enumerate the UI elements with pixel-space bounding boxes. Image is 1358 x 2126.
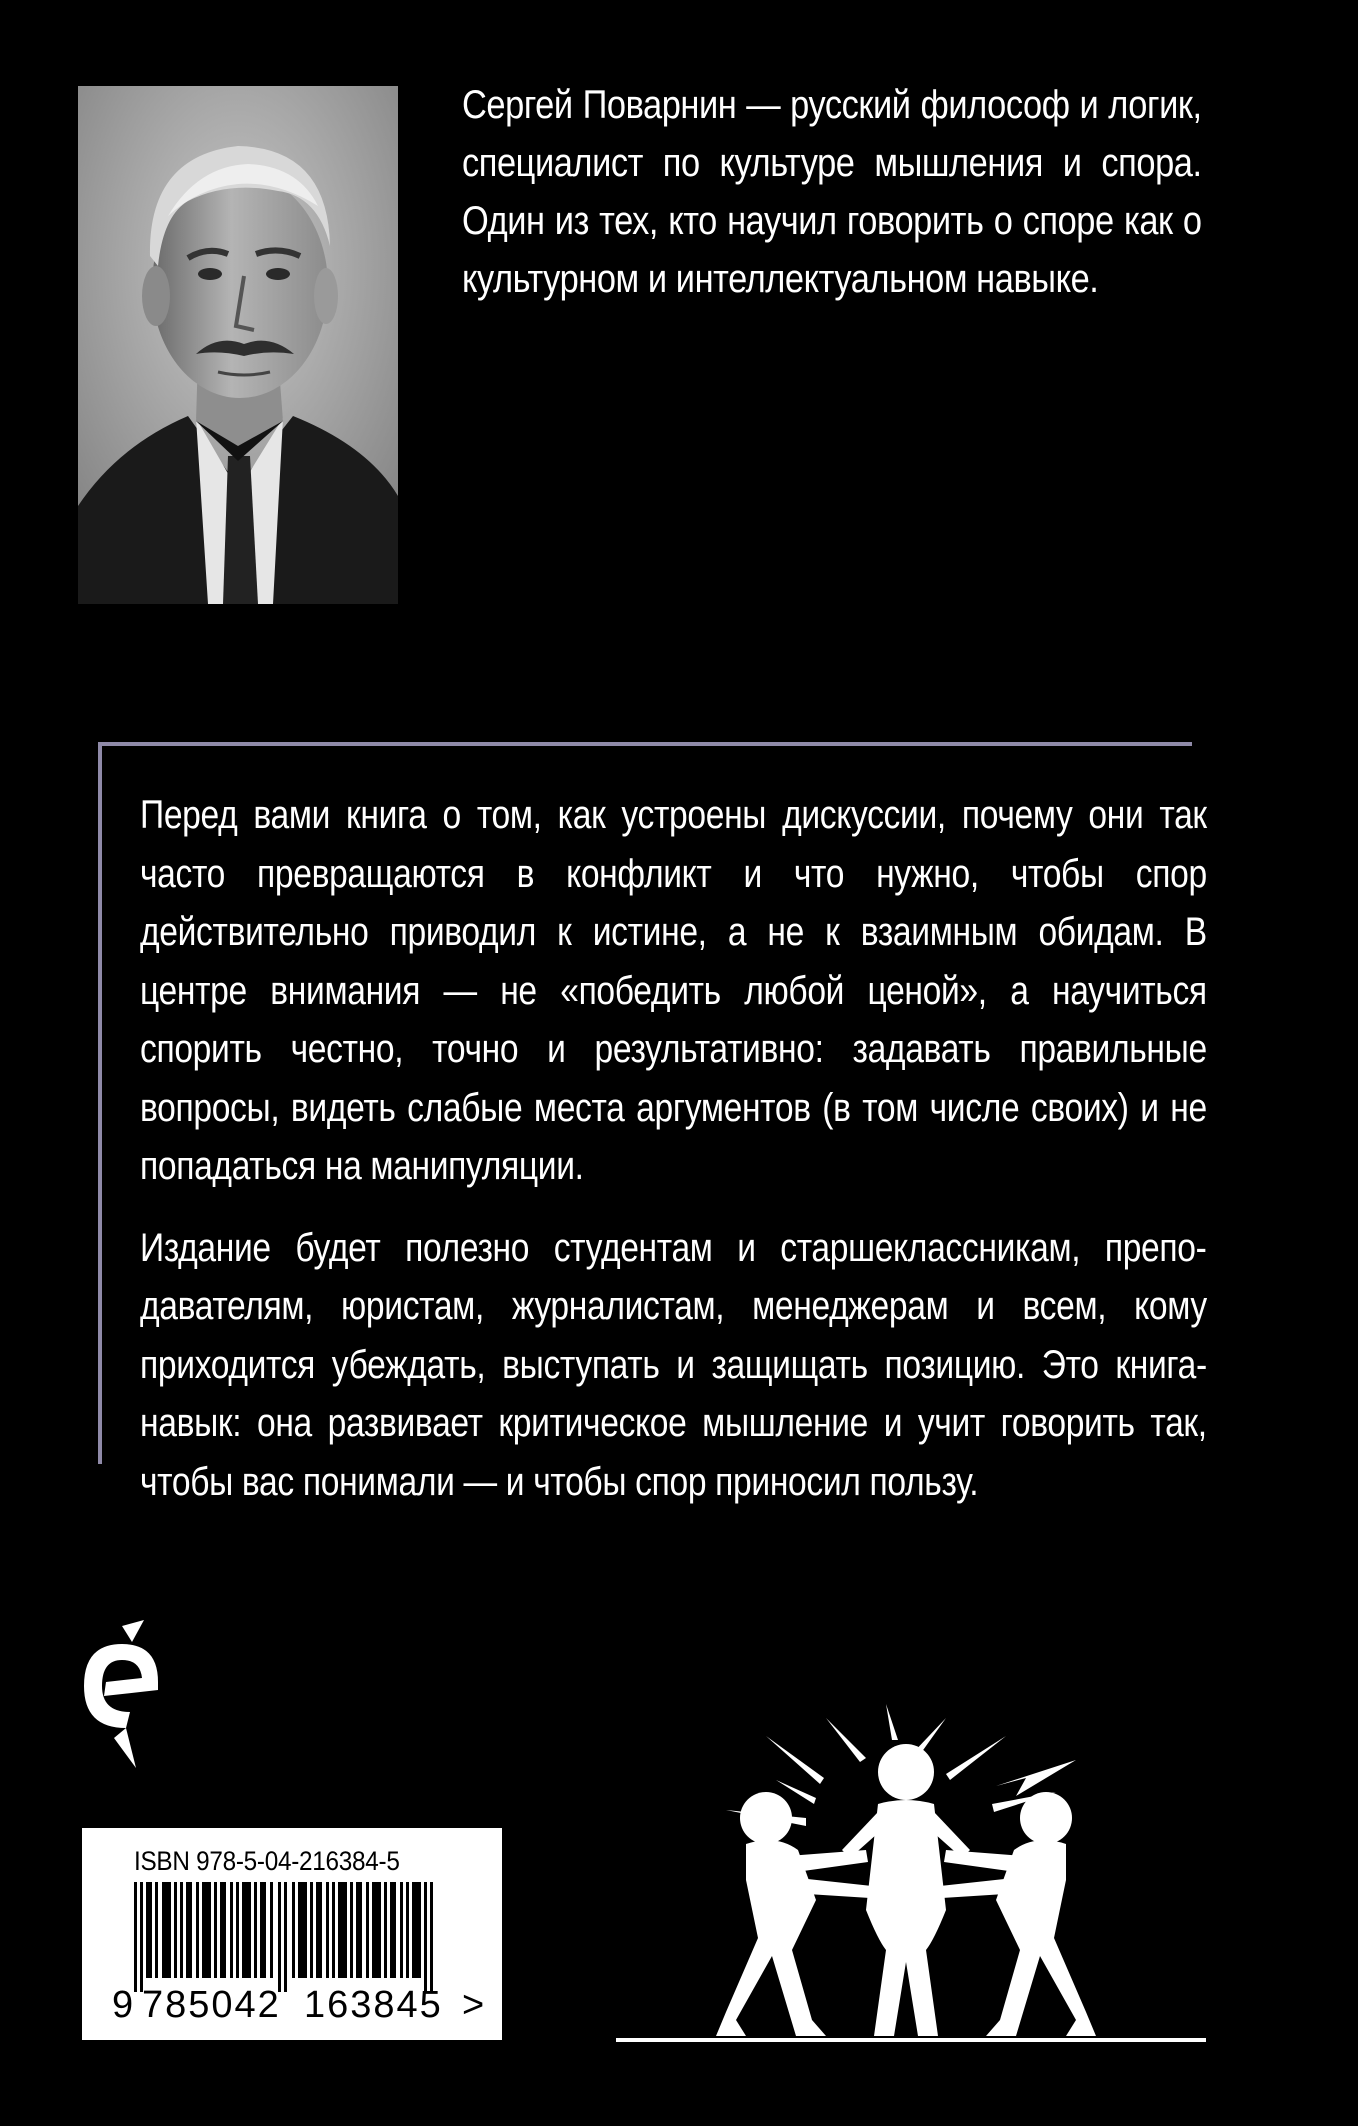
author-portrait <box>78 86 398 604</box>
description-paragraph-2: Издание будет полезно студентам и старшеклассникам, преподавателям, юристам, журналистам, менеджерам и всем, кому приходится убеждать, выступать и защищать позицию. Это книга-навык: она развивает критическое мышление и учит говорить так, чтобы вас понимали — и чтобы спор приносил пользу. <box>140 1225 1207 1504</box>
book-description <box>140 786 1207 1534</box>
description-frame-top-rule <box>98 742 1192 746</box>
barcode-digit-arrow: > <box>462 1984 485 2026</box>
description-frame-left-rule <box>98 742 102 1464</box>
barcode-digit-group-2: 163845 <box>304 1984 443 2026</box>
author-bio: Сергей Поварнин — русский философ и логик, специалист по культуре мышления и спора. Один из тех, кто научил говорить о споре как о культурном и интеллектуальном навыке. <box>462 83 1202 301</box>
barcode-digit-group-1: 785042 <box>142 1984 281 2026</box>
barcode-bars <box>134 1882 454 1992</box>
isbn-barcode <box>82 1828 502 2040</box>
barcode-digit-first: 9 <box>112 1984 134 2026</box>
publisher-logo <box>74 1620 170 1768</box>
eksmo-logo-icon <box>74 1620 170 1768</box>
author-portrait-icon <box>78 86 398 604</box>
description-paragraph-1: Перед вами книга о том, как устроены дискуссии, почему они так часто превращаются в конфликт и что нужно, чтобы спор действительно приводил к истине, а не к взаимным обидам. В центре внимания — не «победить любой ценой», а научиться спорить честно, точно и результативно: задавать правильные вопросы, видеть слабые места аргументов (в том числе своих) и не попадаться на манипуляции. <box>140 793 1207 1188</box>
three-people-arguing-icon <box>616 1700 1206 2048</box>
isbn-number: ISBN 978-5-04-216384-5 <box>134 1846 400 1876</box>
arguing-people-illustration <box>616 1700 1206 2048</box>
